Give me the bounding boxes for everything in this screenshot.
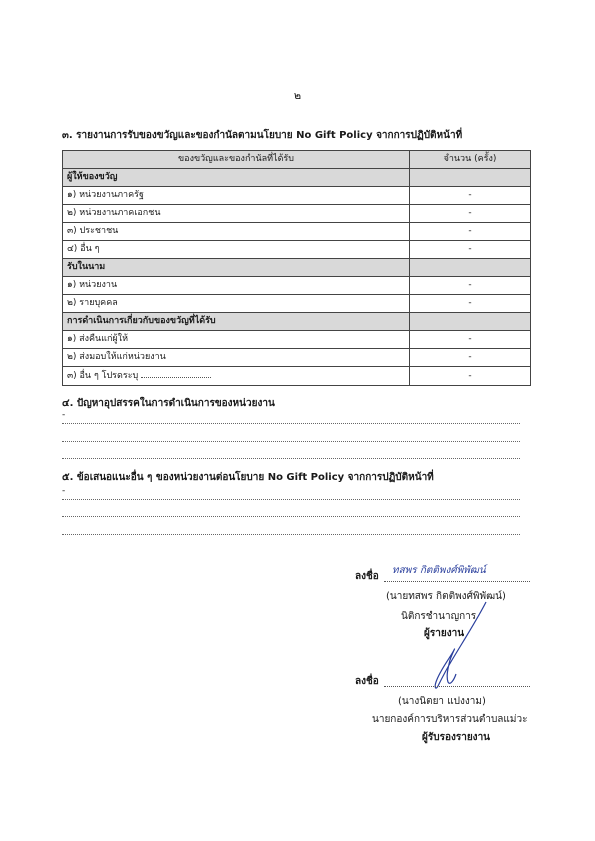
certifier-signature-mark <box>420 598 500 694</box>
group-title: รับในนาม <box>63 259 410 277</box>
reporter-name: (นายทสพร กิตติพงศ์พิพัฒน์) <box>386 591 506 602</box>
row-count: - <box>410 205 531 223</box>
table-row <box>63 241 531 259</box>
row-label: ๒) รายบุคคล <box>63 295 410 313</box>
table-header-row <box>63 151 531 169</box>
section-5-title: ๕. ข้อเสนอแนะอื่น ๆ ของหน่วยงานต่อนโยบาย No Gift Policy จากการปฏิบัติหน้าที่ <box>62 472 434 483</box>
answer-line <box>62 422 520 424</box>
table-row <box>63 331 531 349</box>
certifier-sign-label: ลงชื่อ <box>355 676 379 687</box>
row-label: ๔) อื่น ๆ <box>63 241 410 259</box>
row-count: - <box>410 295 531 313</box>
answer-line <box>62 533 520 535</box>
row-label-text: ๓) อื่น ๆ โปรดระบุ <box>67 371 139 381</box>
row-label: ๑) หน่วยงานภาครัฐ <box>63 187 410 205</box>
row-label: ๑) ส่งคืนแก่ผู้ให้ <box>63 331 410 349</box>
group-row <box>63 313 531 331</box>
certifier-role: ผู้รับรองรายงาน <box>422 732 491 743</box>
group-title: ผู้ให้ของขวัญ <box>63 169 410 187</box>
reporter-position: นิติกรชำนาญการ <box>401 611 477 622</box>
answer-line <box>62 498 520 500</box>
reporter-signature: ทสพร กิตติพงศ์พิพัฒน์ <box>392 565 486 576</box>
row-count: - <box>410 241 531 259</box>
page-number: ๒ <box>293 89 302 102</box>
section-5-first-mark: - <box>62 486 66 496</box>
row-count: - <box>410 223 531 241</box>
header-item: ของขวัญและของกำนัลที่ได้รับ <box>63 151 410 169</box>
reporter-sign-line <box>384 580 530 582</box>
table-row <box>63 205 531 223</box>
group-row <box>63 169 531 187</box>
header-count: จำนวน (ครั้ง) <box>410 151 531 169</box>
row-label: ๑) หน่วยงาน <box>63 277 410 295</box>
reporter-role: ผู้รายงาน <box>424 628 465 639</box>
row-count: - <box>410 187 531 205</box>
section-3-title: ๓. รายงานการรับของขวัญและของกำนัลตามนโยบาย No Gift Policy จากการปฏิบัติหน้าที่ <box>62 130 463 141</box>
group-row <box>63 259 531 277</box>
answer-line <box>62 515 520 517</box>
table-row <box>63 295 531 313</box>
table-row <box>63 367 531 386</box>
row-label <box>63 367 410 386</box>
table-row <box>63 277 531 295</box>
certifier-sign-line <box>384 685 530 687</box>
section-4-first-mark: - <box>62 410 66 420</box>
reporter-sign-label: ลงชื่อ <box>355 571 379 582</box>
group-title: การดำเนินการเกี่ยวกับของขวัญที่ได้รับ <box>63 313 410 331</box>
gift-report-table <box>62 150 531 386</box>
table-row <box>63 223 531 241</box>
row-count: - <box>410 349 531 367</box>
row-label: ๒) หน่วยงานภาคเอกชน <box>63 205 410 223</box>
answer-line <box>62 457 520 459</box>
row-count: - <box>410 331 531 349</box>
certifier-position: นายกองค์การบริหารส่วนตำบลแม่วะ <box>372 714 528 725</box>
table-row <box>63 349 531 367</box>
section-4-title: ๔. ปัญหาอุปสรรคในการดำเนินการของหน่วยงาน <box>62 398 275 409</box>
row-label: ๒) ส่งมอบให้แก่หน่วยงาน <box>63 349 410 367</box>
specify-blank <box>141 367 211 378</box>
certifier-name: (นางนิตยา แปงงาม) <box>398 696 486 707</box>
row-count: - <box>410 367 531 386</box>
table-row <box>63 187 531 205</box>
answer-line <box>62 440 520 442</box>
row-label: ๓) ประชาชน <box>63 223 410 241</box>
row-count: - <box>410 277 531 295</box>
